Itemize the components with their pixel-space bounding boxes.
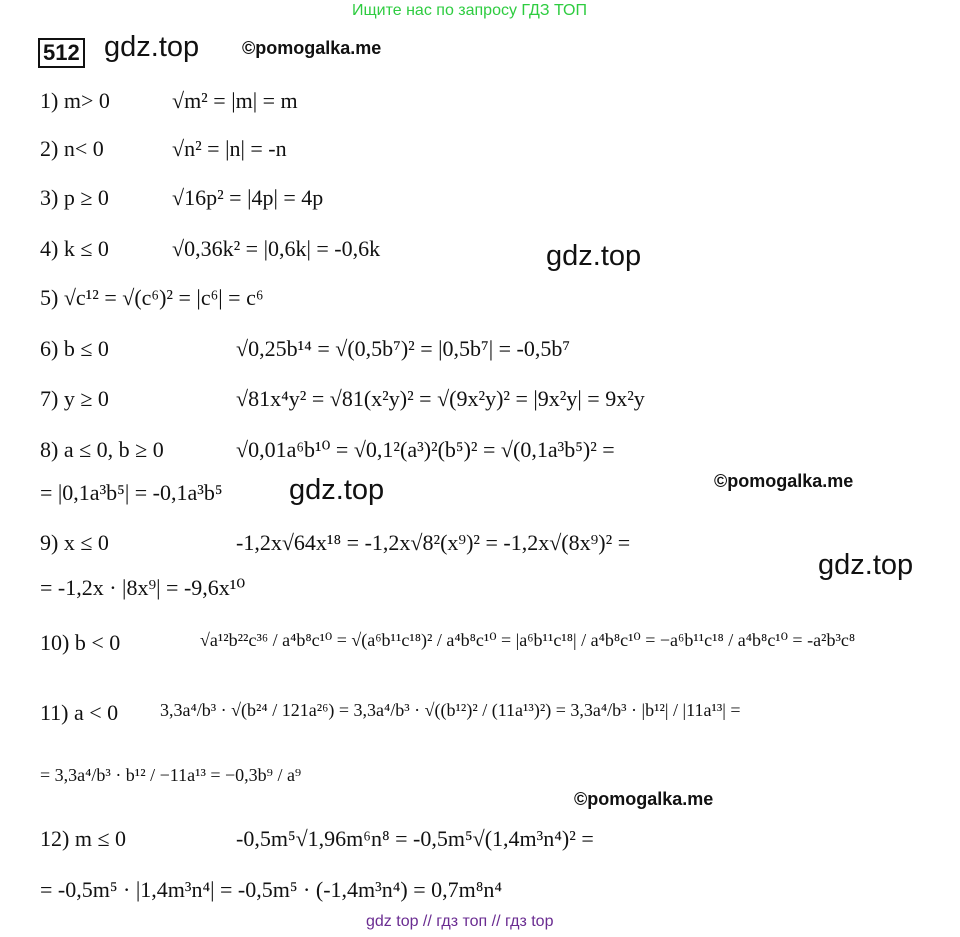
- item-9-continuation: = -1,2x · |8x⁹| = -9,6x¹⁰: [40, 575, 246, 600]
- watermark-gdz: gdz.top: [289, 474, 385, 506]
- item-6-expression: √0,25b¹⁴ = √(0,5b⁷)² = |0,5b⁷| = -0,5b⁷: [236, 336, 571, 361]
- item-8-continuation: = |0,1a³b⁵| = -0,1a³b⁵: [40, 480, 223, 505]
- item-11-expression: 3,3a⁴/b³ · √(b²⁴ / 121a²⁶) = 3,3a⁴/b³ · √((b¹²)² / (11a¹³)²) = 3,3a⁴/b³ · |b¹²| / |11a¹³| =: [160, 700, 741, 720]
- exercise-number: 512: [38, 38, 85, 68]
- item-2-expression: √n² = |n| = -n: [172, 136, 287, 161]
- item-7-condition: 7) y ≥ 0: [40, 386, 109, 411]
- item-9-condition: 9) x ≤ 0: [40, 530, 109, 555]
- item-12-continuation: = -0,5m⁵ · |1,4m³n⁴| = -0,5m⁵ · (-1,4m³n⁴) = 0,7m⁸n⁴: [40, 877, 503, 902]
- item-7-expression: √81x⁴y² = √81(x²y)² = √(9x²y)² = |9x²y| = 9x²y: [236, 386, 645, 411]
- item-10-expression: √a¹²b²²c³⁶ / a⁴b⁸c¹⁰ = √(a⁶b¹¹c¹⁸)² / a⁴b⁸c¹⁰ = |a⁶b¹¹c¹⁸| / a⁴b⁸c¹⁰ = −a⁶b¹¹c¹⁸ / a⁴b⁸c¹⁰ = -a²b³c⁸: [200, 630, 856, 650]
- site-logo: gdz.top: [104, 31, 200, 63]
- footer-links[interactable]: gdz top // гдз топ // гдз top: [366, 913, 554, 930]
- watermark-gdz: gdz.top: [818, 549, 914, 581]
- watermark-gdz: gdz.top: [546, 240, 642, 272]
- item-8-condition: 8) a ≤ 0, b ≥ 0: [40, 437, 164, 462]
- item-11-continuation: = 3,3a⁴/b³ · b¹² / −11a¹³ = −0,3b⁹ / a⁹: [40, 765, 302, 785]
- item-3-condition: 3) p ≥ 0: [40, 185, 109, 210]
- watermark-pomogalka: ©pomogalka.me: [714, 471, 854, 491]
- item-8-expression: √0,01a⁶b¹⁰ = √0,1²(a³)²(b⁵)² = √(0,1a³b⁵)² =: [236, 437, 615, 462]
- item-5-expression: 5) √c¹² = √(c⁶)² = |c⁶| = c⁶: [40, 285, 264, 310]
- item-4-condition: 4) k ≤ 0: [40, 236, 109, 261]
- item-4-expression: √0,36k² = |0,6k| = -0,6k: [172, 236, 381, 261]
- item-1-condition: 1) m> 0: [40, 88, 110, 113]
- item-6-condition: 6) b ≤ 0: [40, 336, 109, 361]
- item-12-condition: 12) m ≤ 0: [40, 826, 127, 851]
- item-11-condition: 11) a < 0: [40, 700, 119, 725]
- copyright-text: ©pomogalka.me: [242, 38, 382, 58]
- item-3-expression: √16p² = |4p| = 4p: [172, 185, 324, 210]
- item-9-expression: -1,2x√64x¹⁸ = -1,2x√8²(x⁹)² = -1,2x√(8x⁹)² =: [236, 530, 631, 555]
- item-2-condition: 2) n< 0: [40, 136, 104, 161]
- search-hint-link[interactable]: Ищите нас по запросу ГДЗ ТОП: [352, 2, 587, 19]
- watermark-pomogalka: ©pomogalka.me: [574, 789, 714, 809]
- item-10-condition: 10) b < 0: [40, 630, 121, 655]
- item-12-expression: -0,5m⁵√1,96m⁶n⁸ = -0,5m⁵√(1,4m³n⁴)² =: [236, 826, 594, 851]
- item-1-expression: √m² = |m| = m: [172, 88, 298, 113]
